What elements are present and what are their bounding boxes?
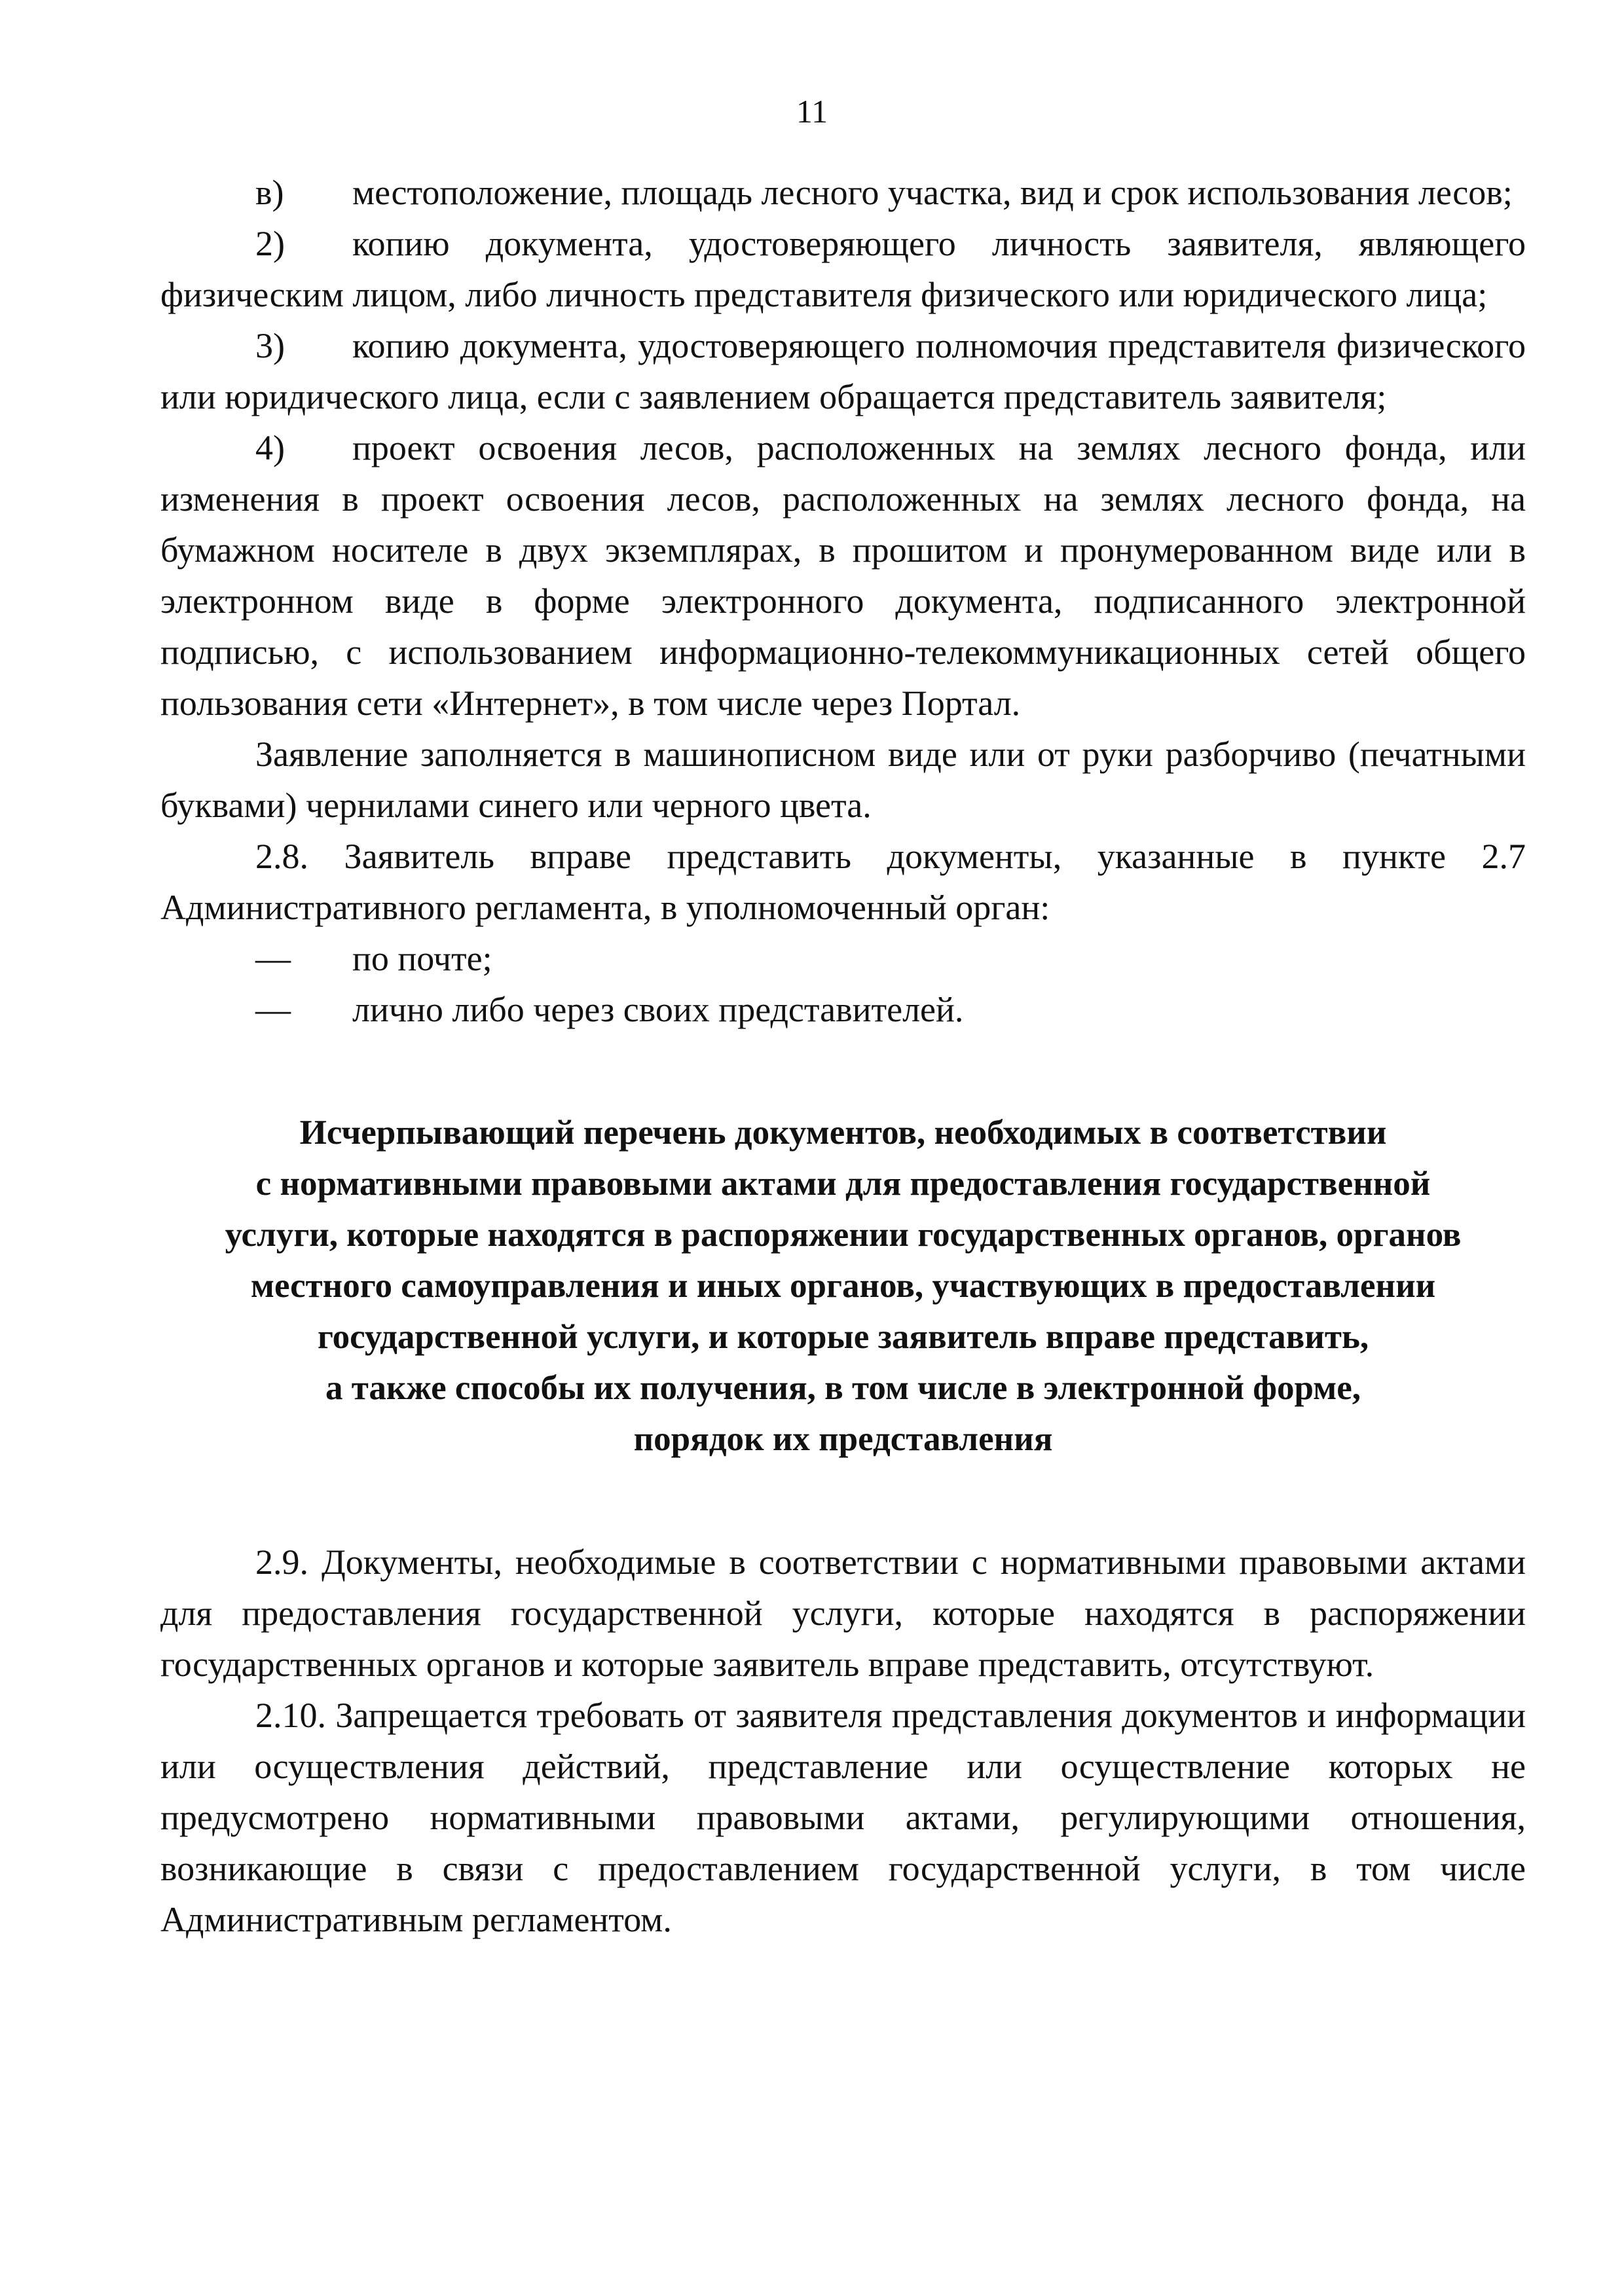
list-item xyxy=(160,422,1526,729)
dash-marker: — xyxy=(255,990,291,1029)
section-heading-line: услуги, которые находятся в распоряжении государственных органов, органов xyxy=(225,1216,1462,1254)
section-heading-line: с нормативными правовыми актами для предоставления государственной xyxy=(255,1165,1431,1203)
dash-list-item-text: лично либо через своих представителей. xyxy=(352,990,964,1029)
list-item xyxy=(160,167,1526,218)
paragraph-2-10: 2.10. Запрещается требовать от заявителя представления документов и информации или осуществления действий, представление или осуществление которых не предусмотрено нормативными правовыми актами, регулирующими отношения, возникающие в связи с предоставлением государственной услуги, в том числе Административным регламентом. xyxy=(160,1696,1526,1939)
page-number: 11 xyxy=(796,93,828,130)
list-item-number: 4) xyxy=(255,428,285,467)
list-item-number: в) xyxy=(255,173,284,212)
section-heading-line: Исчерпывающий перечень документов, необходимых в соответствии xyxy=(299,1114,1387,1152)
list-item xyxy=(160,320,1526,422)
section-heading-line: государственной услуги, и которые заявитель вправе представить, xyxy=(317,1318,1369,1356)
dash-marker: — xyxy=(255,939,291,978)
list-item-text: проект освоения лесов, расположенных на землях лесного фонда, или изменения в проект освоения лесов, расположенных на землях лесного фонда, на бумажном носителе в двух экземплярах, в прошитом и пронумерованном виде или в электронном виде в форме электронного документа, подписанного электронной подписью, с использованием информационно-телекоммуникационных сетей общего пользования сети «Интернет», в том числе через Портал. xyxy=(160,428,1526,723)
list-item-number: 2) xyxy=(255,224,285,263)
list-item xyxy=(160,218,1526,320)
section-heading xyxy=(160,1107,1526,1465)
document-body xyxy=(160,167,1526,1945)
section-heading-line: местного самоуправления и иных органов, участвующих в предоставлении xyxy=(250,1267,1436,1305)
section-heading-line: а также способы их получения, в том числе в электронной форме, xyxy=(325,1369,1361,1407)
list-item-text: местоположение, площадь лесного участка, вид и срок использования лесов; xyxy=(352,173,1513,212)
dash-list-item xyxy=(160,933,1526,984)
dash-list-item xyxy=(160,984,1526,1035)
list-item-text: копию документа, удостоверяющего личность заявителя, являющего физическим лицом, либо личность представителя физического или юридического лица; xyxy=(160,224,1526,314)
list-item-text: копию документа, удостоверяющего полномочия представителя физического или юридического лица, если с заявлением обращается представитель заявителя; xyxy=(160,326,1526,416)
paragraph-fill-instructions: Заявление заполняется в машинописном виде или от руки разборчиво (печатными буквами) чернилами синего или черного цвета. xyxy=(160,735,1526,825)
section-heading-line: порядок их представления xyxy=(633,1420,1053,1458)
dash-list-item-text: по почте; xyxy=(352,939,492,978)
paragraph-2-9: 2.9. Документы, необходимые в соответствии с нормативными правовыми актами для предоставления государственной услуги, которые находятся в распоряжении государственных органов и которые заявитель вправе представить, отсутствуют. xyxy=(160,1542,1526,1684)
list-item-number: 3) xyxy=(255,326,285,365)
paragraph-2-8: 2.8. Заявитель вправе представить документы, указанные в пункте 2.7 Административного регламента, в уполномоченный орган: xyxy=(160,837,1526,927)
